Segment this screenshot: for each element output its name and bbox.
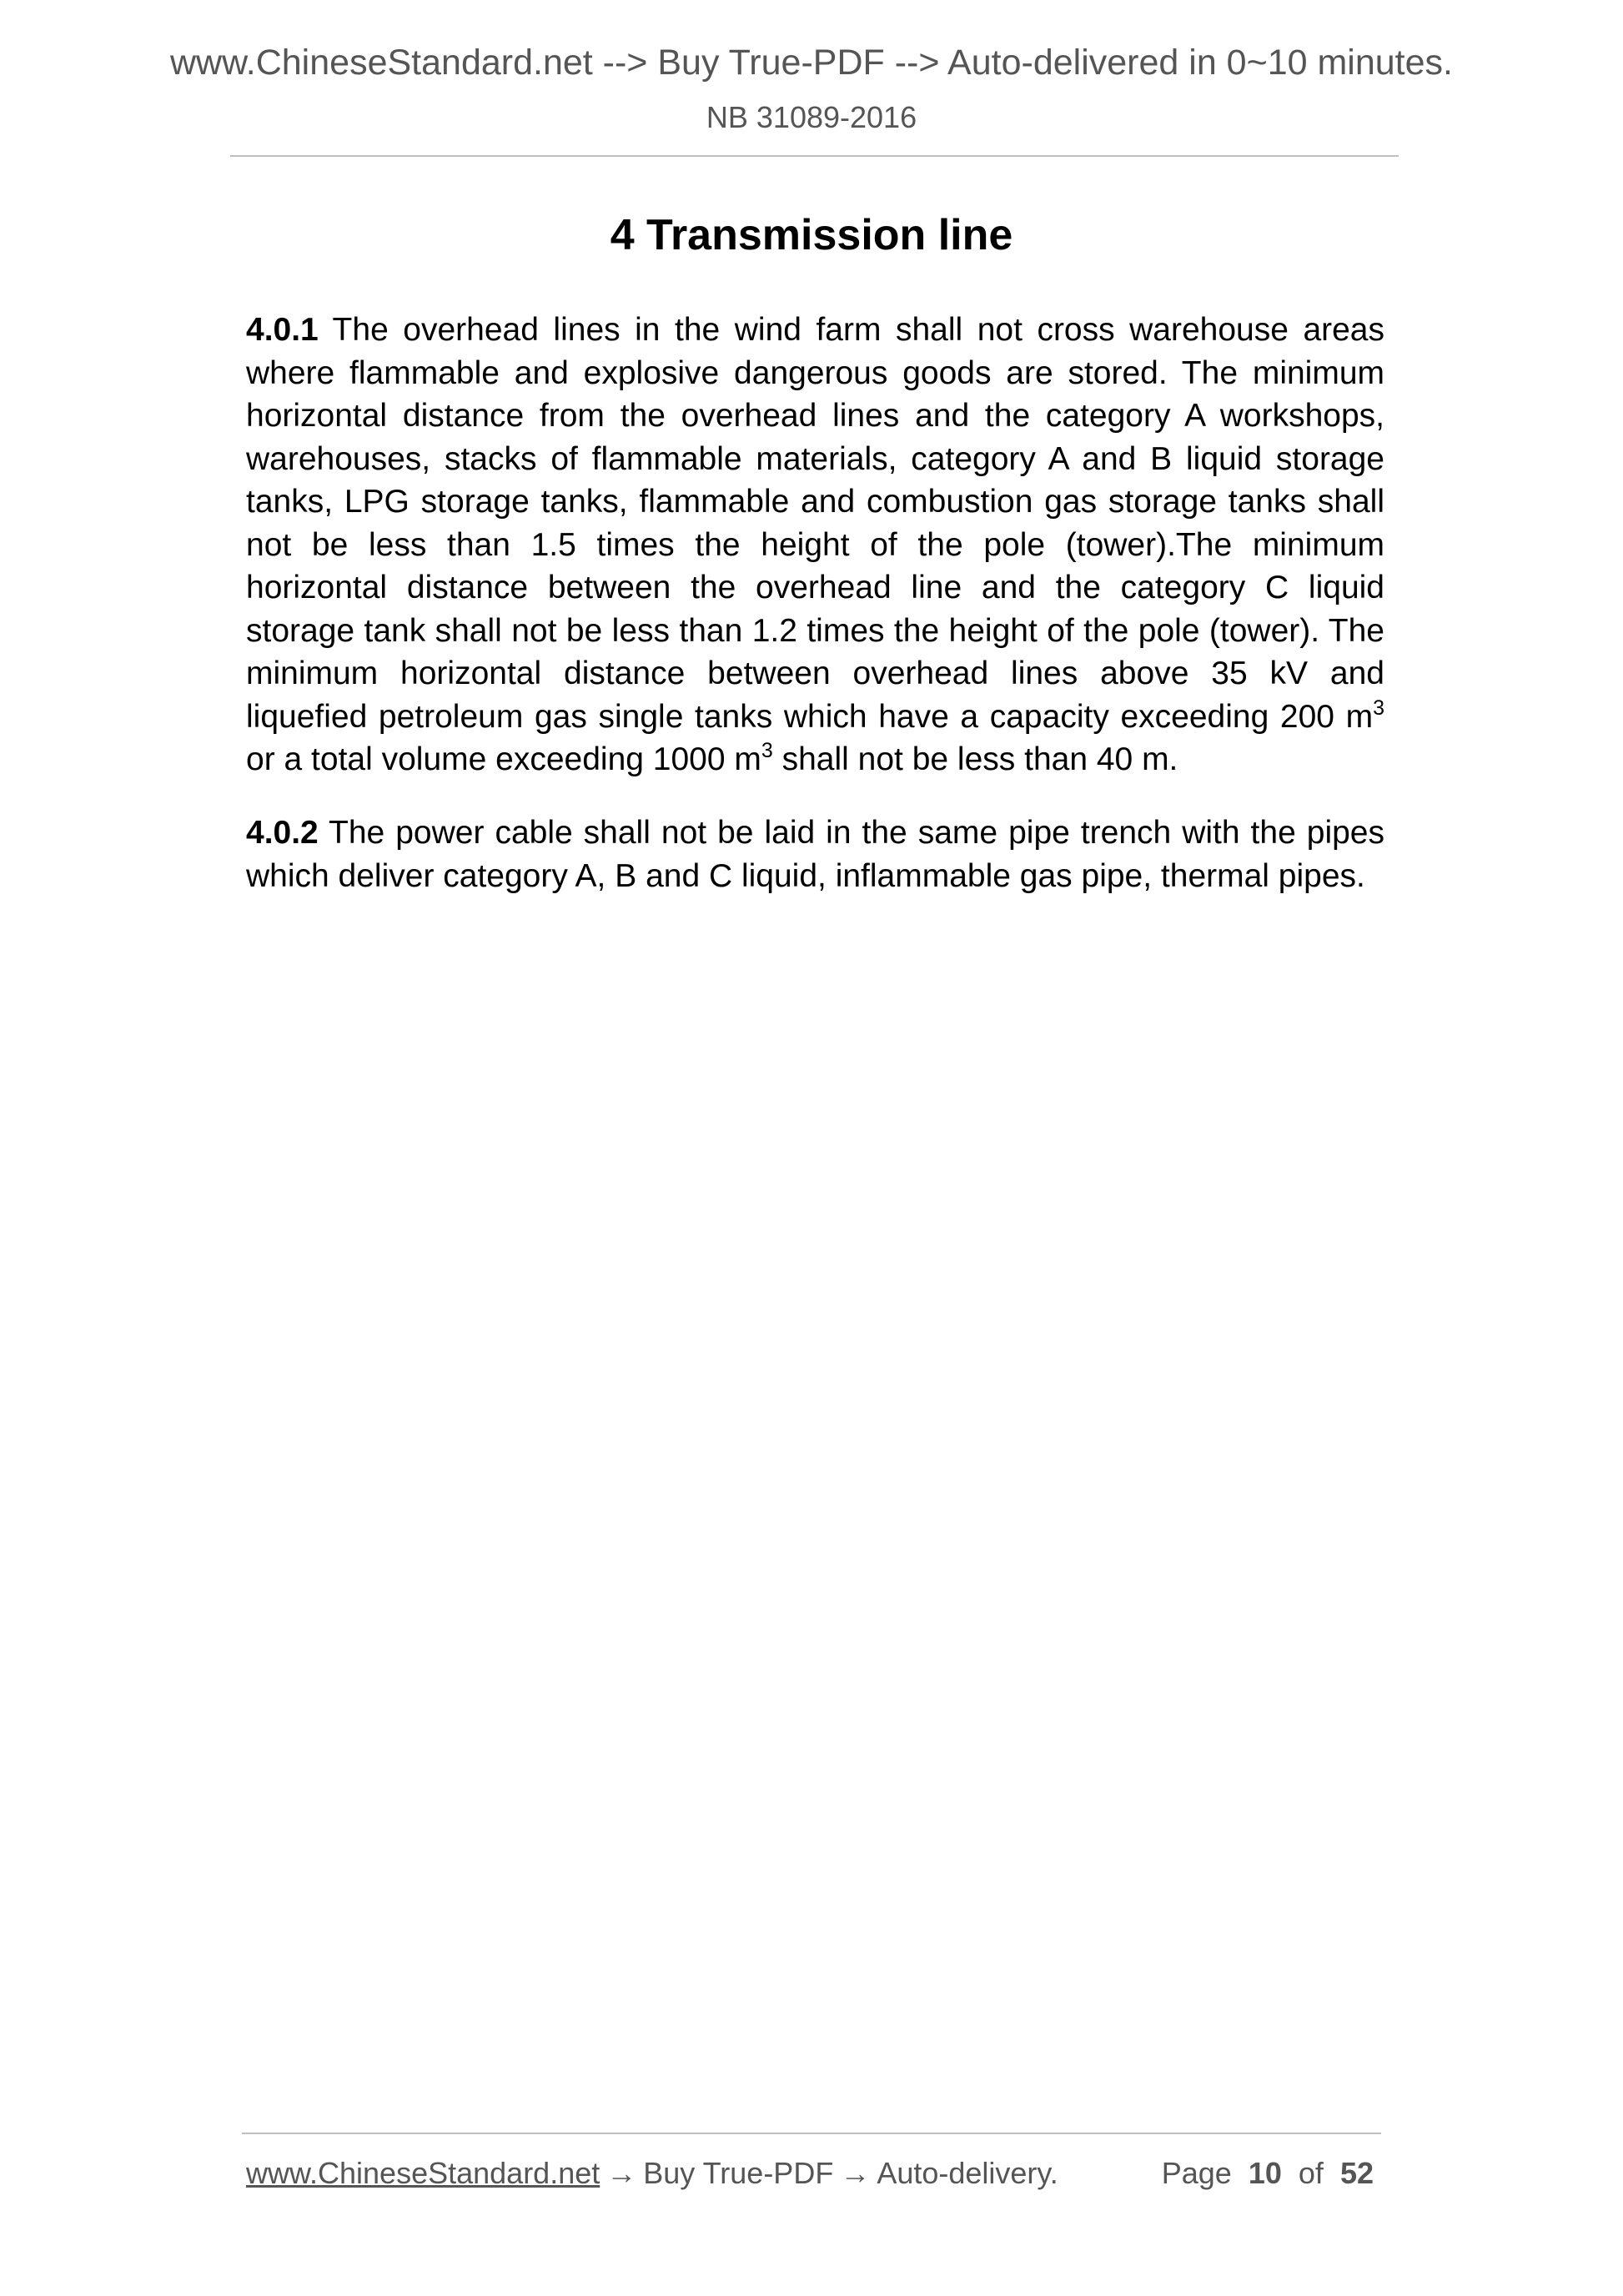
clause-text: The power cable shall not be laid in the same pipe trench with the pipes which deliver category A, B and C liquid, inflammable gas pipe, thermal pipes. [246,815,1384,894]
superscript-cubed: 3 [761,739,773,762]
page-footer [246,2156,1374,2191]
arrow-right-icon: → [840,2156,871,2190]
footer-left [246,2156,1058,2191]
clause-4-0-1 [246,309,1384,781]
standard-number: NB 31089-2016 [706,100,917,134]
clause-text: or a total volume exceeding 1000 m [246,741,761,777]
superscript-cubed: 3 [1373,696,1384,720]
clause-4-0-2 [246,811,1384,897]
clause-text: shall not be less than 40 m. [772,741,1178,777]
section-title: 4 Transmission line [610,211,1013,259]
site-banner: www.ChineseStandard.net --> Buy True-PDF --> Auto-delivered in 0~10 minutes. [169,43,1453,83]
footer-site-link[interactable]: www.ChineseStandard.net [246,2156,600,2190]
page-current: 10 [1248,2156,1282,2190]
of-label: of [1298,2156,1324,2190]
clause-number: 4.0.1 [246,312,319,348]
clause-text: The overhead lines in the wind farm shall not cross warehouse areas where flammable and explosive dangerous goods are stored. The minimum horizontal distance from the overhead lines and the category A workshops, warehouses, stacks of flammable materials, category A and B liquid storage tanks, LPG storage tanks, flammable and combustion gas storage tanks shall not be less than 1.5 times the height of the pole (tower).The minimum horizontal distance between the overhead line and the category C liquid storage tank shall not be less than 1.2 times the height of the pole (tower). The minimum horizontal distance between overhead lines above 35 kV and liquefied petroleum gas single tanks which have a capacity exceeding 200 m [246,312,1384,735]
footer-delivery-text: Auto-delivery. [877,2156,1058,2190]
page-label: Page [1161,2156,1232,2190]
header-divider [230,155,1399,157]
arrow-right-icon: → [606,2156,637,2190]
footer-buy-text: Buy True-PDF [643,2156,834,2190]
clause-number: 4.0.2 [246,815,319,851]
page-indicator [1162,2156,1374,2191]
page-total: 52 [1339,2156,1374,2190]
footer-divider [242,2133,1381,2134]
